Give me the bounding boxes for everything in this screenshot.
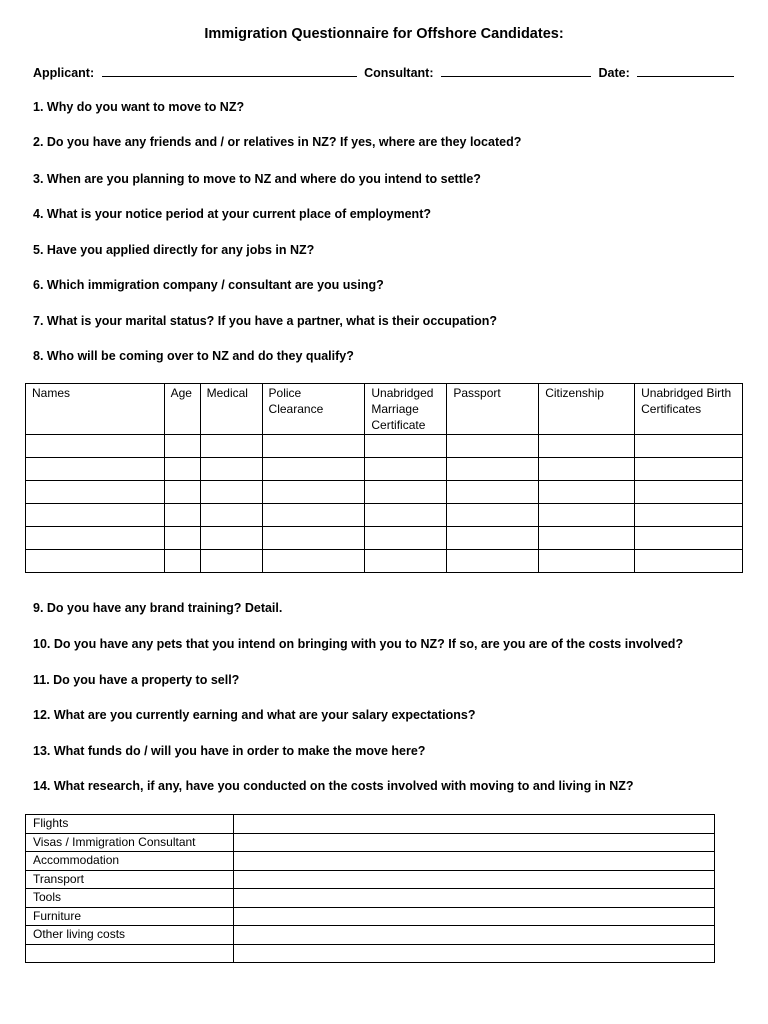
cost-item-value[interactable] xyxy=(234,815,715,834)
cost-item-value[interactable] xyxy=(234,852,715,871)
family-table-cell[interactable] xyxy=(164,435,200,458)
family-table-cell[interactable] xyxy=(200,527,262,550)
consultant-label: Consultant: xyxy=(364,66,434,80)
family-table-cell[interactable] xyxy=(635,481,743,504)
costs-table-row xyxy=(26,852,715,871)
costs-table-row xyxy=(26,889,715,908)
family-table-cell[interactable] xyxy=(26,481,165,504)
consultant-field[interactable] xyxy=(441,64,591,77)
family-table-cell[interactable] xyxy=(447,481,539,504)
family-table-cell[interactable] xyxy=(262,504,365,527)
family-table-cell[interactable] xyxy=(26,550,165,573)
col-header-passport: Passport xyxy=(447,384,539,435)
family-table-cell[interactable] xyxy=(26,527,165,550)
family-table-cell[interactable] xyxy=(164,458,200,481)
family-table-cell[interactable] xyxy=(539,481,635,504)
costs-table-row xyxy=(26,815,715,834)
family-table-cell[interactable] xyxy=(200,435,262,458)
question-7: 7. What is your marital status? If you have a partner, what is their occupation? xyxy=(33,314,497,328)
family-table-cell[interactable] xyxy=(635,550,743,573)
family-table-cell[interactable] xyxy=(200,504,262,527)
cost-item-label xyxy=(26,944,234,963)
family-table-cell[interactable] xyxy=(447,527,539,550)
family-table-row xyxy=(26,550,743,573)
family-table-cell[interactable] xyxy=(26,458,165,481)
family-table-cell[interactable] xyxy=(262,458,365,481)
question-14: 14. What research, if any, have you conducted on the costs involved with moving to and living in NZ? xyxy=(33,779,634,793)
family-table-cell[interactable] xyxy=(365,458,447,481)
family-table-cell[interactable] xyxy=(635,527,743,550)
family-table-cell[interactable] xyxy=(365,550,447,573)
question-8: 8. Who will be coming over to NZ and do they qualify? xyxy=(33,349,354,363)
family-table-row xyxy=(26,527,743,550)
date-label: Date: xyxy=(598,66,630,80)
family-table-cell[interactable] xyxy=(447,550,539,573)
question-12: 12. What are you currently earning and what are your salary expectations? xyxy=(33,708,476,722)
family-table-cell[interactable] xyxy=(539,504,635,527)
family-table-cell[interactable] xyxy=(262,550,365,573)
cost-item-value[interactable] xyxy=(234,926,715,945)
question-9: 9. Do you have any brand training? Detail. xyxy=(33,601,283,615)
family-table-cell[interactable] xyxy=(539,550,635,573)
family-table-header xyxy=(26,384,743,435)
col-header-birth-certificates: Unabridged Birth Certificates xyxy=(635,384,743,435)
family-table-cell[interactable] xyxy=(164,481,200,504)
family-table-row xyxy=(26,435,743,458)
family-table-cell[interactable] xyxy=(635,458,743,481)
family-table-cell[interactable] xyxy=(447,435,539,458)
family-table-row xyxy=(26,458,743,481)
family-table-cell[interactable] xyxy=(200,458,262,481)
col-header-medical: Medical xyxy=(200,384,262,435)
family-table-cell[interactable] xyxy=(539,435,635,458)
question-1: 1. Why do you want to move to NZ? xyxy=(33,100,245,114)
col-header-marriage-certificate: Unabridged Marriage Certificate xyxy=(365,384,447,435)
family-table-cell[interactable] xyxy=(262,481,365,504)
col-header-names: Names xyxy=(26,384,165,435)
header-fields xyxy=(33,64,733,80)
family-table-cell[interactable] xyxy=(164,504,200,527)
costs-table-row xyxy=(26,944,715,963)
family-table-cell[interactable] xyxy=(200,481,262,504)
col-header-citizenship: Citizenship xyxy=(539,384,635,435)
question-5: 5. Have you applied directly for any jobs in NZ? xyxy=(33,243,315,257)
cost-item-value[interactable] xyxy=(234,833,715,852)
costs-table-row xyxy=(26,907,715,926)
family-table-cell[interactable] xyxy=(164,527,200,550)
cost-item-label: Flights xyxy=(26,815,234,834)
family-table-cell[interactable] xyxy=(365,527,447,550)
col-header-police-clearance: Police Clearance xyxy=(262,384,365,435)
family-table-cell[interactable] xyxy=(26,435,165,458)
question-2: 2. Do you have any friends and / or relatives in NZ? If yes, where are they located? xyxy=(33,135,522,149)
family-table-cell[interactable] xyxy=(164,550,200,573)
col-header-age: Age xyxy=(164,384,200,435)
cost-item-value[interactable] xyxy=(234,944,715,963)
family-table-cell[interactable] xyxy=(447,458,539,481)
cost-item-label: Visas / Immigration Consultant xyxy=(26,833,234,852)
family-table-cell[interactable] xyxy=(365,504,447,527)
question-4: 4. What is your notice period at your current place of employment? xyxy=(33,207,431,221)
cost-item-label: Tools xyxy=(26,889,234,908)
family-table-cell[interactable] xyxy=(200,550,262,573)
cost-item-label: Accommodation xyxy=(26,852,234,871)
family-table-cell[interactable] xyxy=(635,504,743,527)
family-table-cell[interactable] xyxy=(262,435,365,458)
family-members-table xyxy=(25,383,743,573)
costs-table-row xyxy=(26,870,715,889)
cost-item-value[interactable] xyxy=(234,889,715,908)
question-11: 11. Do you have a property to sell? xyxy=(33,673,240,687)
family-table-cell[interactable] xyxy=(635,435,743,458)
family-table-row xyxy=(26,481,743,504)
family-table-cell[interactable] xyxy=(447,504,539,527)
date-field[interactable] xyxy=(637,64,734,77)
costs-table xyxy=(25,814,715,963)
family-table-cell[interactable] xyxy=(262,527,365,550)
question-3: 3. When are you planning to move to NZ and where do you intend to settle? xyxy=(33,172,481,186)
costs-table-row xyxy=(26,926,715,945)
cost-item-value[interactable] xyxy=(234,870,715,889)
cost-item-label: Other living costs xyxy=(26,926,234,945)
cost-item-label: Furniture xyxy=(26,907,234,926)
family-table-row xyxy=(26,504,743,527)
question-13: 13. What funds do / will you have in order to make the move here? xyxy=(33,744,426,758)
costs-table-row xyxy=(26,833,715,852)
question-10: 10. Do you have any pets that you intend on bringing with you to NZ? If so, are you are of the costs involved? xyxy=(33,637,684,651)
family-table-cell[interactable] xyxy=(539,458,635,481)
family-table-cell[interactable] xyxy=(539,527,635,550)
applicant-field[interactable] xyxy=(102,64,357,77)
page-title: Immigration Questionnaire for Offshore Candidates: xyxy=(204,26,564,42)
family-table-cell[interactable] xyxy=(365,435,447,458)
applicant-label: Applicant: xyxy=(33,66,95,80)
family-table-cell[interactable] xyxy=(365,481,447,504)
family-table-cell[interactable] xyxy=(26,504,165,527)
question-6: 6. Which immigration company / consultant are you using? xyxy=(33,278,384,292)
cost-item-value[interactable] xyxy=(234,907,715,926)
cost-item-label: Transport xyxy=(26,870,234,889)
